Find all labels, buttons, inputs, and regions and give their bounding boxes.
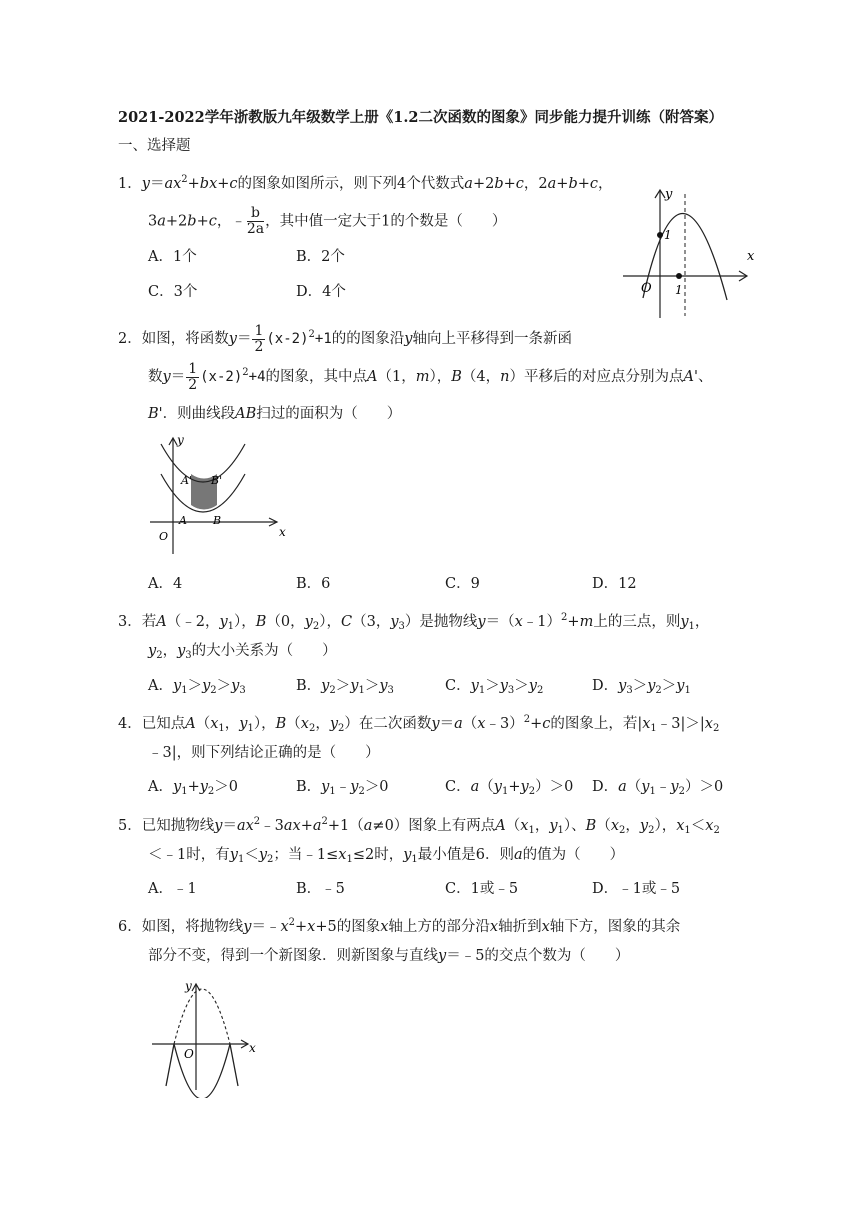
- q5-option-c[interactable]: C．1或﹣5: [445, 881, 519, 897]
- origin-label: O: [184, 1047, 194, 1061]
- left-branch: [166, 1044, 174, 1086]
- q4-option-b[interactable]: B．$y_1﹣y_2>0$: [296, 779, 389, 797]
- question-5-line-2: ＜﹣1时，有$y_1<y_2$；当$﹣1\le x_1\le 2$时，$y_1$最小值是6．则a的值为（ ）: [148, 847, 625, 865]
- label-b-prime: B': [211, 474, 223, 487]
- right-branch: [230, 1044, 238, 1086]
- q3-option-b[interactable]: B．$y_2>y_1>y_3$: [296, 678, 394, 696]
- q4-option-c[interactable]: C．$a(y_1+y_2)>0$: [445, 779, 574, 797]
- q4-option-d[interactable]: D．$a(y_1﹣y_2)>0$: [592, 779, 724, 797]
- label-a-prime: A': [181, 474, 192, 487]
- q1-option-c[interactable]: C．3个: [148, 284, 198, 300]
- y-one-label: 1: [664, 228, 672, 242]
- question-3-line-2: $y_2$，$y_3$的大小关系为（ ）: [148, 643, 337, 661]
- q5-option-d[interactable]: D．﹣1或﹣5: [592, 881, 681, 897]
- q1-option-a[interactable]: A．1个: [148, 249, 197, 265]
- question-5-line-1: 5．已知抛物线$y=ax^2﹣3ax+a^2+1(a\ne 0)$图象上有两点$A(x_1$，$y_1$）、$B(x_2$，$y_2$），$x_1<x_2$: [118, 816, 720, 836]
- question-1-parabola-figure: [615, 180, 755, 320]
- x-label: x: [249, 1041, 256, 1055]
- x-one-label: 1: [675, 283, 683, 297]
- q2-option-b[interactable]: B．6: [296, 576, 331, 592]
- page-title: 2021-2022学年浙教版九年级数学上册《1.2二次函数的图象》同步能力提升训练（附答案）: [118, 109, 723, 126]
- y-label: y: [177, 433, 184, 447]
- question-4-line-1: 4．已知点$A(x_1$，$y_1$），$B(x_2$，$y_2$）在二次函数y＝a（x﹣3）$^2$+c的图象上，若$|x_1﹣3|>|x_2$: [118, 714, 720, 734]
- q4-option-a[interactable]: A．$y_1+y_2>0$: [148, 779, 239, 797]
- y-label: y: [185, 979, 192, 993]
- question-6-line-1: 6．如图，将抛物线$y=﹣x^2+x+5$的图象x轴上方的部分沿x轴折到x轴下方，图象的其余: [118, 917, 681, 935]
- x-label: x: [747, 249, 755, 264]
- origin-label: O: [159, 530, 169, 543]
- question-6-line-2: 部分不变，得到一个新图象．则新图象与直线y＝﹣5的交点个数为（ ）: [148, 948, 630, 964]
- question-2-line-1: 2．如图，将函数y＝ $\frac{1}{2}$ $(x-2)^2+1$的的图象沿y轴向上平移得到一条新函: [118, 322, 572, 355]
- q3-option-c[interactable]: C．$y_1>y_3>y_2$: [445, 678, 544, 696]
- q1-option-d[interactable]: D．4个: [296, 284, 346, 300]
- x-label: x: [279, 525, 286, 539]
- q5-option-b[interactable]: B．﹣5: [296, 881, 345, 897]
- q2-option-a[interactable]: A．4: [148, 576, 183, 592]
- y-intercept-point: [657, 232, 663, 238]
- point-x-1: [676, 273, 682, 279]
- q5-option-a[interactable]: A．﹣1: [148, 881, 197, 897]
- q2-option-c[interactable]: C．9: [445, 576, 480, 592]
- question-1-line-2: 3a+2b+c，﹣ $\frac{b}{2a}$ ，其中值一定大于1的个数是（ ）: [148, 205, 507, 237]
- label-a: A: [179, 514, 187, 527]
- label-b: B: [213, 514, 222, 527]
- question-2-shift-figure: [145, 432, 290, 557]
- shifted-parabola: [161, 444, 245, 482]
- q3-option-d[interactable]: D．$y_3>y_2>y_1$: [592, 678, 691, 696]
- question-2-line-3: B'．则曲线段AB扫过的面积为（ ）: [148, 406, 402, 422]
- section-heading: 一、选择题: [118, 138, 191, 154]
- folded-parabola: [174, 1044, 230, 1098]
- question-4-line-2: ﹣3|，则下列结论正确的是（ ）: [148, 745, 380, 761]
- original-parabola-dashed: [174, 989, 230, 1044]
- question-2-line-2: 数y＝ $\frac{1}{2}$ $(x-2)^2+4$的图象，其中点A（1，m），B（4，n）平移后的对应点分别为点A'、: [148, 360, 713, 393]
- q3-option-a[interactable]: A．$y_1>y_2>y_3$: [148, 678, 246, 696]
- y-label: y: [665, 187, 673, 202]
- question-6-fold-figure: [148, 978, 263, 1098]
- q1-option-b[interactable]: B．2个: [296, 249, 345, 265]
- q2-option-d[interactable]: D．12: [592, 576, 637, 592]
- question-1-line-1: 1．$y=ax^2+bx+c$的图象如图所示，则下列4个代数式a+2b+c，2a+b+c，: [118, 174, 613, 192]
- question-3-line-1: 3．若A（﹣2，$y_1$），B（0，$y_2$），C（3，$y_3$）是抛物线y＝（x﹣1）$^2$+m上的三点，则$y_1$，: [118, 612, 710, 632]
- origin-label: O: [641, 281, 652, 296]
